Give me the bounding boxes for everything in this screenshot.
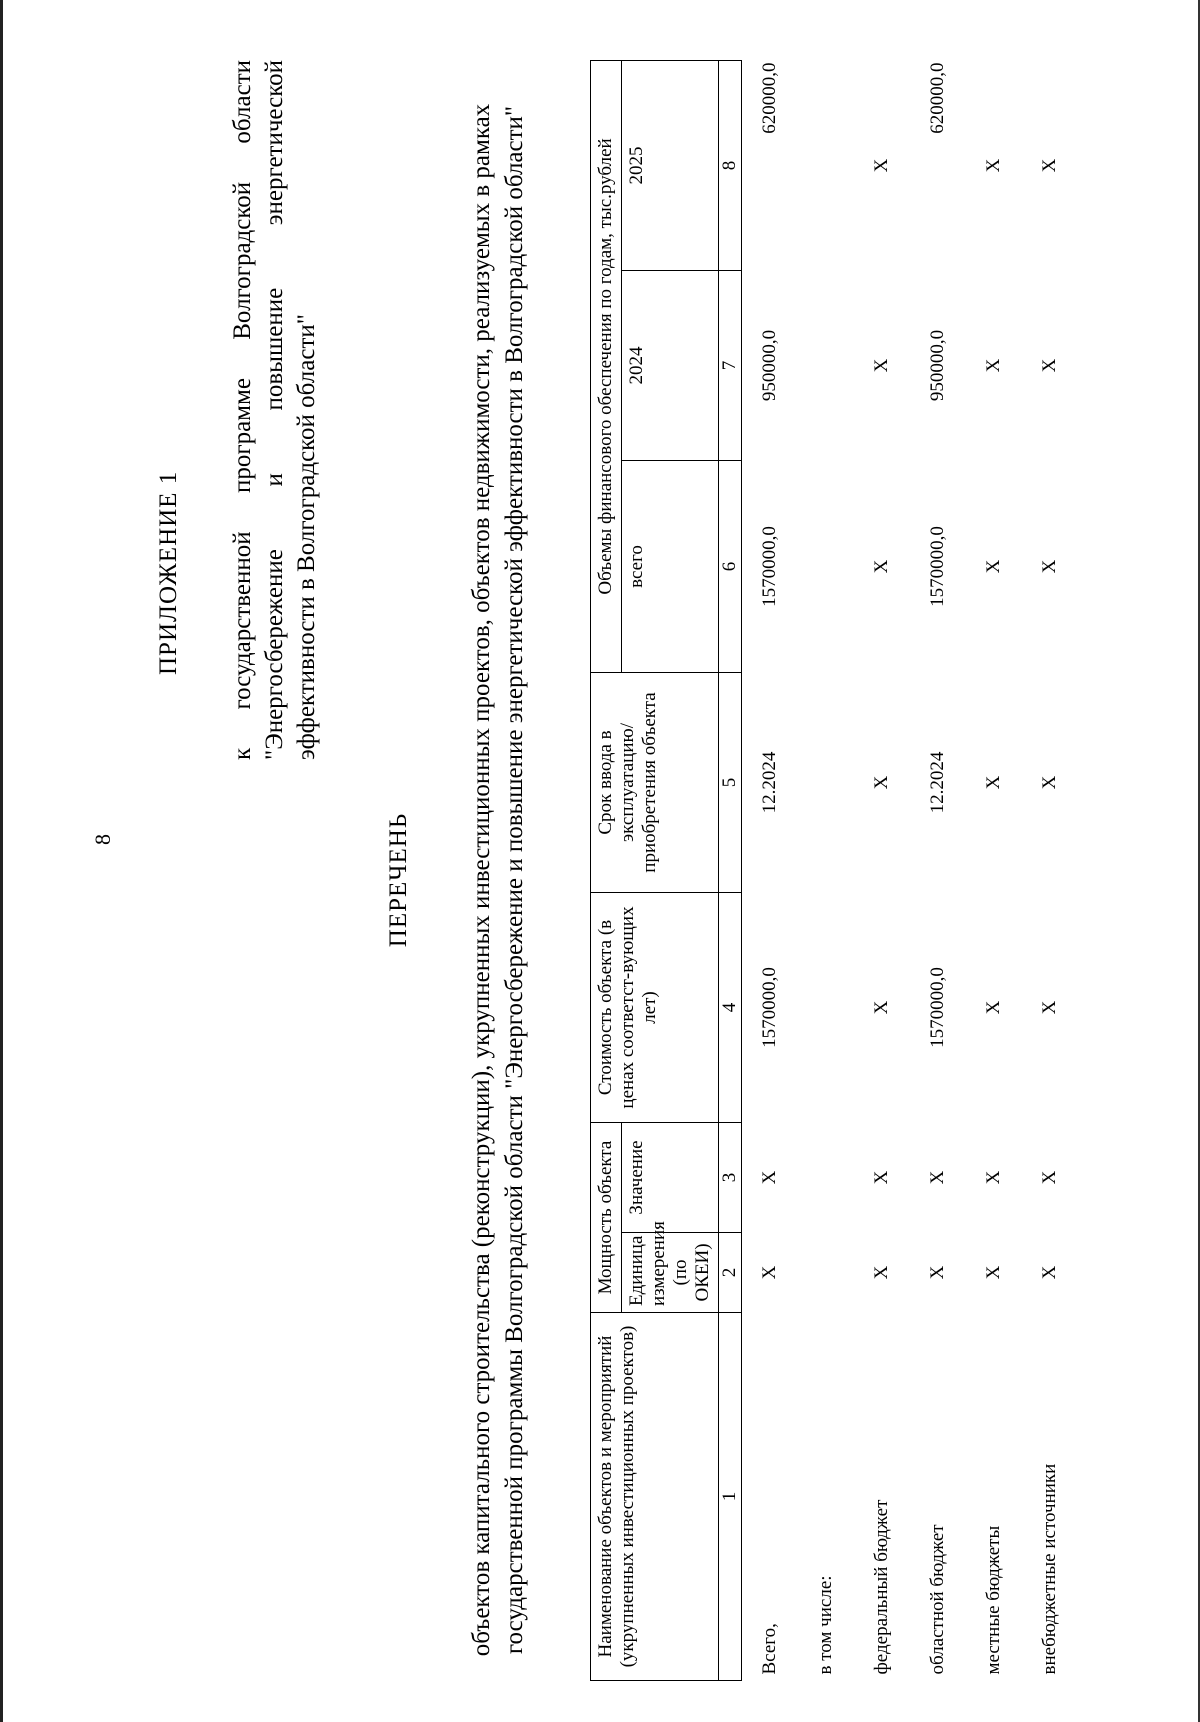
page-number: 8 bbox=[90, 834, 115, 845]
header-name: Наименование объектов и мероприятий (укрупненных инвестиционных проектов) bbox=[591, 1313, 719, 1681]
row-unit: Х bbox=[871, 1265, 892, 1280]
row-unit: Х bbox=[983, 1265, 1004, 1280]
row-term: 12.2024 bbox=[759, 751, 780, 814]
row-2025: 620000,0 bbox=[759, 62, 780, 134]
row-unit bbox=[798, 1233, 854, 1313]
row-2024: Х bbox=[983, 358, 1004, 373]
row-name: областной бюджет bbox=[927, 1524, 948, 1675]
row-value: Х bbox=[759, 1170, 780, 1185]
row-cost: 1570000,0 bbox=[759, 967, 780, 1048]
row-2024 bbox=[798, 271, 854, 461]
header-capacity: Мощность объекта bbox=[591, 1123, 622, 1313]
list-subtitle: объектов капитального строительства (реконструкции), укрупненных инвестиционных проектов, объектов недвижимости, реализуемых в рамках государственной программы Волгоградской области "Энергосбережение и повышение энергетической эффективности в Волгоградской области" bbox=[468, 103, 528, 1657]
list-title: ПЕРЕЧЕНЬ bbox=[385, 812, 412, 948]
row-term: Х bbox=[1039, 775, 1060, 790]
row-value: Х bbox=[927, 1170, 948, 1185]
table-row bbox=[798, 60, 854, 1680]
row-cost: 1570000,0 bbox=[927, 967, 948, 1048]
row-total: Х bbox=[983, 559, 1004, 574]
row-cost bbox=[798, 893, 854, 1123]
row-unit: Х bbox=[1039, 1265, 1060, 1280]
table-row bbox=[966, 60, 1022, 1680]
row-2025: Х bbox=[871, 158, 892, 173]
row-cost: Х bbox=[1039, 1000, 1060, 1015]
row-2025: 620000,0 bbox=[927, 62, 948, 134]
row-cost: Х bbox=[871, 1000, 892, 1015]
row-name: Всего, bbox=[759, 1623, 780, 1675]
row-2025: Х bbox=[983, 158, 1004, 173]
row-term: Х bbox=[871, 775, 892, 790]
row-total: Х bbox=[1039, 559, 1060, 574]
row-2024: Х bbox=[1039, 358, 1060, 373]
row-name: местные бюджеты bbox=[983, 1525, 1004, 1675]
row-value: Х bbox=[1039, 1170, 1060, 1185]
row-unit: Х bbox=[759, 1265, 780, 1280]
column-number: 2 bbox=[719, 1233, 742, 1313]
column-number: 7 bbox=[719, 271, 742, 461]
header-cost: Стоимость объекта (в ценах соответст-вующих лет) bbox=[591, 893, 719, 1123]
row-name: в том числе: bbox=[815, 1575, 836, 1675]
row-total bbox=[798, 461, 854, 673]
row-total: Х bbox=[871, 559, 892, 574]
column-number: 4 bbox=[719, 893, 742, 1123]
row-term: Х bbox=[983, 775, 1004, 790]
row-value: Х bbox=[983, 1170, 1004, 1185]
row-cost: Х bbox=[983, 1000, 1004, 1015]
header-unit: Единица измерения (по ОКЕИ) bbox=[622, 1233, 719, 1313]
row-unit: Х bbox=[927, 1265, 948, 1280]
row-term bbox=[798, 673, 854, 893]
header-2025: 2025 bbox=[622, 60, 719, 270]
table-row bbox=[742, 60, 799, 1680]
row-2025 bbox=[798, 60, 854, 270]
table-row bbox=[854, 60, 910, 1680]
row-name: федеральный бюджет bbox=[871, 1499, 892, 1675]
row-2024: 950000,0 bbox=[759, 329, 780, 402]
appendix-title: ПРИЛОЖЕНИЕ 1 bbox=[155, 470, 182, 675]
column-number: 3 bbox=[719, 1123, 742, 1233]
row-2024: Х bbox=[871, 358, 892, 373]
list-heading bbox=[385, 75, 531, 1685]
row-value: Х bbox=[871, 1170, 892, 1185]
header-2024: 2024 bbox=[622, 271, 719, 461]
row-term: 12.2024 bbox=[927, 751, 948, 814]
header-funding: Объемы финансового обеспечения по годам, тыс.рублей bbox=[591, 60, 622, 672]
appendix-text: к государственной программе Волгоградской области "Энергосбережение и повышение энергетической эффективности в Волгоградской области" bbox=[229, 60, 320, 760]
row-2025: Х bbox=[1039, 158, 1060, 173]
column-number: 8 bbox=[719, 60, 742, 270]
investment-table bbox=[590, 60, 1078, 1681]
header-value: Значение bbox=[622, 1123, 719, 1233]
column-number: 6 bbox=[719, 461, 742, 673]
appendix-block bbox=[155, 60, 323, 760]
column-number: 5 bbox=[719, 673, 742, 893]
header-term: Срок ввода в эксплуатацию/ приобретения объекта bbox=[591, 673, 719, 893]
rotated-page bbox=[0, 45, 1130, 1705]
row-2024: 950000,0 bbox=[927, 329, 948, 402]
row-value bbox=[798, 1123, 854, 1233]
row-total: 1570000,0 bbox=[927, 526, 948, 607]
column-number: 1 bbox=[719, 1313, 742, 1681]
row-total: 1570000,0 bbox=[759, 526, 780, 607]
table-row bbox=[1022, 60, 1078, 1680]
header-total: всего bbox=[622, 461, 719, 673]
table-row bbox=[910, 60, 966, 1680]
row-name: внебюджетные источники bbox=[1039, 1463, 1060, 1675]
